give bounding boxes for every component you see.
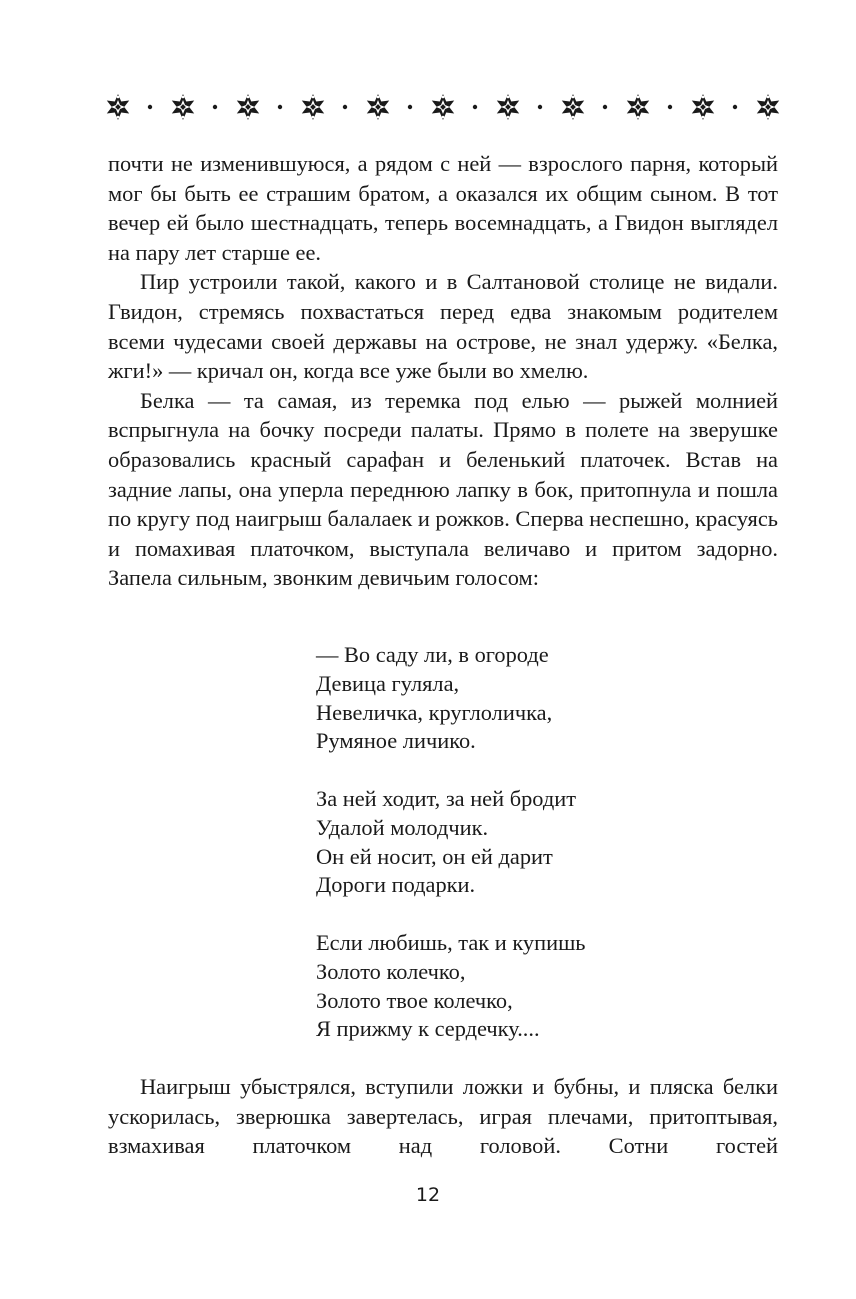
prose-block-bottom (108, 1072, 778, 1161)
ornament-dot-icon (668, 105, 672, 109)
ornament-motif-icon (367, 94, 389, 120)
song-line: Если любишь, так и купишь (316, 929, 586, 955)
paragraph: Пир устроили такой, какого и в Салтановой столице не видали. Гвидон, стремясь похвастаться перед едва знакомым родителем всеми чудесами своей державы на острове, не знал удержу. «Белка, жги!» — кричал он, когда все уже были во хмелю. (108, 269, 778, 384)
prose-block-top (108, 149, 778, 593)
song-line: Невеличка, круглоличка, (316, 699, 553, 725)
song-line: Румяное личико. (316, 728, 476, 754)
song-lyrics (316, 641, 586, 1044)
ornament-motif-icon (237, 94, 259, 120)
ornament-motif-icon (302, 94, 324, 120)
song-line: Дороги подарки. (316, 872, 476, 898)
ornament-dot-icon (148, 105, 152, 109)
paragraph: Белка — та самая, из теремка под елью — рыжей молнией вспрыгнула на бочку посреди палаты. Прямо в полете на зверушке образовались красный сарафан и беленький платочек. Встав на задние лапы, она уперла переднюю лапку в бок, притопнула и пошла по кругу под наигрыш балалаек и рожков. Сперва неспешно, красуясь и помахивая платочком, выступала величаво и притом задорно. Запела сильным, звонким девичьим голосом: (108, 387, 778, 591)
ornament-dot-icon (603, 105, 607, 109)
paragraph: почти не изменившуюся, а рядом с ней — взрослого парня, который мог бы быть ее страшим братом, а оказался их общим сыном. В тот вечер ей было шестнадцать, теперь восемнадцать, а Гвидон выглядел на пару лет старше ее. (108, 151, 778, 265)
ornament-motif-icon (757, 94, 779, 120)
song-stanza (316, 929, 586, 1044)
song-line: Девица гуляла, (316, 670, 460, 696)
song-line: Он ей носит, он ей дарит (316, 843, 553, 869)
ornament-dot-icon (538, 105, 542, 109)
ornament-motif-icon (107, 94, 129, 120)
ornament-motif-icon (432, 94, 454, 120)
ornament-motif-icon (562, 94, 584, 120)
song-stanza (316, 641, 586, 756)
page-number: 12 (415, 1184, 441, 1206)
song-line: Я прижму к сердечку.... (316, 1016, 540, 1042)
song-line: — Во саду ли, в огороде (316, 642, 549, 667)
ornament-dot-icon (473, 105, 477, 109)
header-ornament-band (106, 92, 780, 122)
song-line: Золото твое колечко, (316, 987, 513, 1013)
song-line: Золото колечко, (316, 958, 466, 984)
ornament-dot-icon (213, 105, 217, 109)
ornament-dot-icon (278, 105, 282, 109)
ornament-motif-icon (692, 94, 714, 120)
song-stanza (316, 785, 586, 900)
ornament-dot-icon (408, 105, 412, 109)
song-line: Удалой молодчик. (316, 814, 489, 840)
ornament-motif-icon (497, 94, 519, 120)
ornament-dot-icon (733, 105, 737, 109)
ornament-motif-icon (172, 94, 194, 120)
ornament-motif-icon (627, 94, 649, 120)
song-line: За ней ходит, за ней бродит (316, 785, 576, 811)
ornament-dot-icon (343, 105, 347, 109)
paragraph: Наигрыш убыстрялся, вступили ложки и бубны, и пляска белки ускорилась, зверюшка завертелась, играя плечами, притоптывая, взмахивая платочком над головой. Сотни гостей (108, 1074, 778, 1159)
